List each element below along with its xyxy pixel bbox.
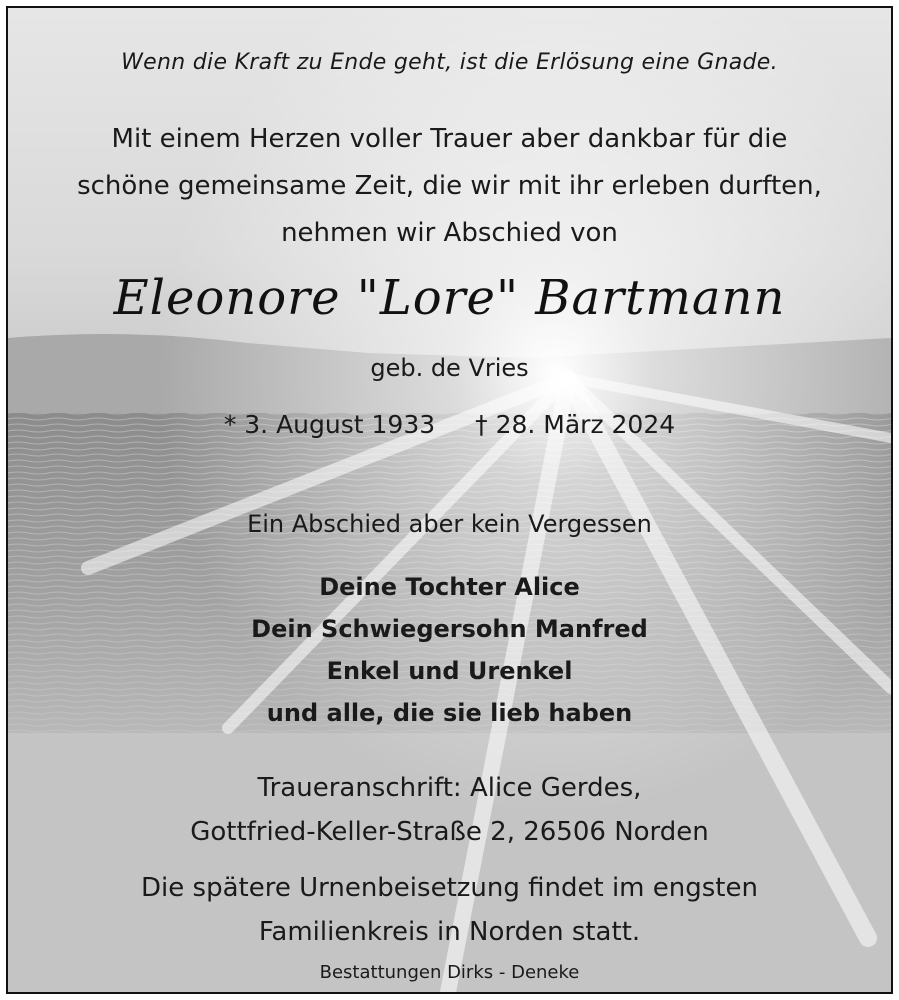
- mourning-address: [8, 766, 891, 854]
- intro-line: Mit einem Herzen voller Trauer aber dankbar für die: [111, 124, 788, 154]
- burial-note: [8, 866, 891, 954]
- deceased-name: Eleonore "Lore" Bartmann: [113, 270, 786, 326]
- motto: Wenn die Kraft zu Ende geht, ist die Erlösung eine Gnade.: [121, 50, 778, 75]
- address-line: Gottfried-Keller-Straße 2, 26506 Norden: [190, 817, 709, 847]
- birth-date: * 3. August 1933: [223, 410, 436, 439]
- intro-line: nehmen wir Abschied von: [281, 218, 618, 248]
- birth-name: geb. de Vries: [370, 354, 529, 382]
- life-dates: [8, 410, 891, 439]
- mourner: Enkel und Urenkel: [326, 657, 573, 685]
- mourner: und alle, die sie lieb haben: [266, 699, 633, 727]
- death-date: † 28. März 2024: [475, 410, 676, 439]
- note-line: Familienkreis in Norden statt.: [258, 917, 641, 947]
- intro-text: [8, 116, 891, 257]
- undertaker: Bestattungen Dirks - Deneke: [319, 962, 580, 983]
- intro-line: schöne gemeinsame Zeit, die wir mit ihr erleben durften,: [77, 171, 822, 201]
- note-line: Die spätere Urnenbeisetzung findet im engsten: [141, 873, 758, 903]
- mourners-list: [8, 566, 891, 734]
- obituary-frame: [6, 6, 893, 994]
- mourner: Dein Schwiegersohn Manfred: [251, 615, 648, 643]
- address-line: Traueranschrift: Alice Gerdes,: [257, 773, 642, 803]
- mourner: Deine Tochter Alice: [319, 573, 580, 601]
- farewell-phrase: Ein Abschied aber kein Vergessen: [247, 510, 652, 538]
